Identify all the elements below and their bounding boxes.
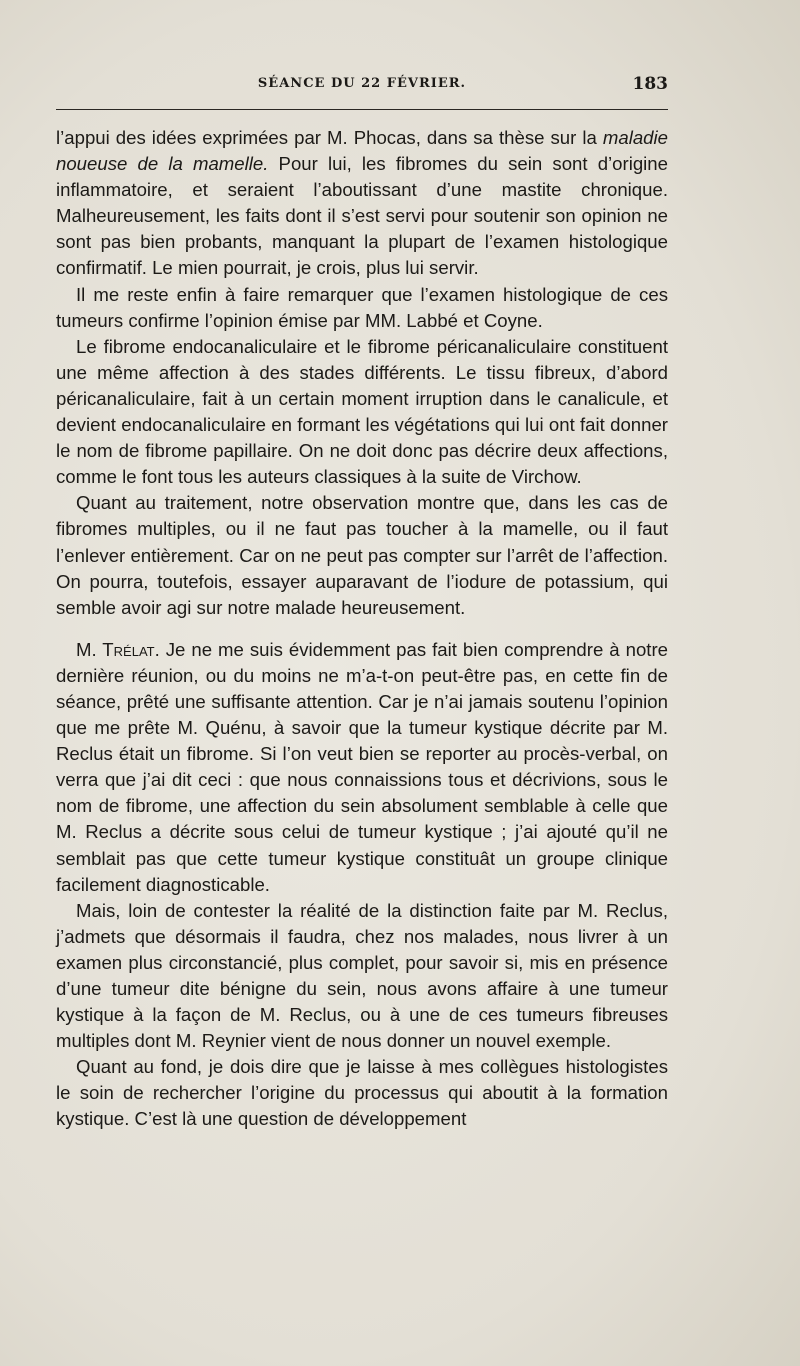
paragraph: Mais, loin de contester la réalité de la distinction faite par M. Reclus, j’admets que désormais il faudra, chez nos malades, nous livrer à un examen plus circonstancié, plus complet, pour savoir si, mis en présence d’une tumeur dite bénigne du sein, nous avons affaire à une tumeur kystique à la façon de M. Reclus, ou à une de ces tumeurs fibreuses multiples dont M. Reynier vient de nous donner un nouvel exemple. bbox=[56, 899, 668, 1052]
header-rule bbox=[56, 109, 668, 110]
paragraph: l’appui des idées exprimées par M. Phocas, dans sa thèse sur la maladie noueuse de la mamelle. Pour lui, les fibromes du sein sont d’origine inflammatoire, et seraient l’aboutissant d’une mastite chronique. Malheureusement, les faits dont il s’est servi pour soutenir son opinion ne sont pas bien probants, manquant la plupart de l’examen histologique confirmatif. Le mien pourrait, je crois, plus lui servir. bbox=[56, 127, 668, 279]
page-number: 183 bbox=[632, 74, 668, 94]
body-text bbox=[56, 125, 668, 1133]
running-title: SÉANCE DU 22 FÉVRIER. bbox=[257, 76, 467, 91]
paragraph: M. Trélat. Je ne me suis évidemment pas fait bien comprendre à notre dernière réunion, ou du moins ne m’a-t-on peut-être pas, en cette fin de séance, prêté une suffisante attention. Car je n’ai jamais soutenu l’opinion que me prête M. Quénu, à savoir que la tumeur kystique décrite par M. Reclus était un fibrome. Si l’on veut bien se reporter au procès-verbal, on verra que j’ai dit ceci : que nous connaissions tous et décrivions, sous le nom de fibrome, une affection du sein absolument semblable à celle que M. Reclus a décrite sous celui de tumeur kystique ; j’ai ajouté qu’il ne semblait pas que cette tumeur kystique constituât un groupe clinique facilement diagnosticable. bbox=[56, 638, 668, 895]
paragraph: Quant au fond, je dois dire que je laisse à mes collègues histologistes le soin de rechercher l’origine du processus qui aboutit à la formation kystique. C’est là une question de développement bbox=[56, 1056, 668, 1130]
paragraph: Le fibrome endocanaliculaire et le fibrome péricanaliculaire constituent une même affection à des stades différents. Le tissu fibreux, d’abord péricanaliculaire, fait à un certain moment irruption dans le canalicule, et devient endocanaliculaire en formant les végétations qui lui ont fait donner le nom de fibrome papillaire. On ne doit donc pas décrire deux affections, comme le font tous les auteurs classiques à la suite de Virchow. bbox=[56, 335, 668, 488]
italic-title: maladie noueuse de la mamelle. bbox=[56, 127, 668, 175]
paragraph: Quant au traitement, notre observation montre que, dans les cas de fibromes multiples, ou il ne faut pas toucher à la mamelle, ou il faut l’enlever entièrement. Car on ne peut pas compter sur l’arrêt de l’affection. On pourra, toutefois, essayer auparavant de l’iodure de potassium, qui semble avoir agi sur notre malade heureusement. bbox=[56, 492, 668, 618]
paragraph: Il me reste enfin à faire remarquer que l’examen histologique de ces tumeurs confirme l’opinion émise par MM. Labbé et Coyne. bbox=[56, 283, 668, 331]
speaker-name: M. Trélat. bbox=[76, 638, 160, 660]
page-header bbox=[56, 76, 668, 98]
